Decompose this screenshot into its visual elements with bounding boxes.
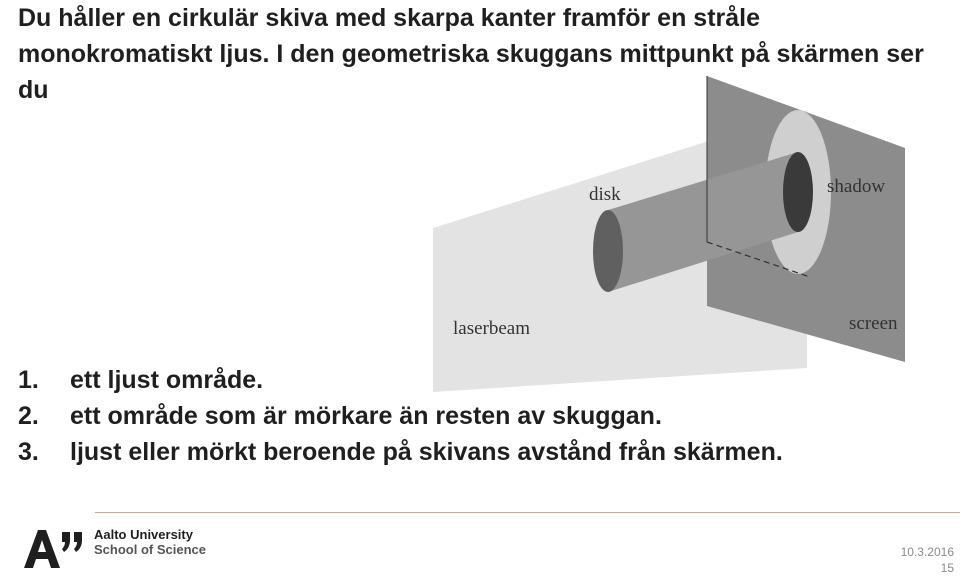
disk xyxy=(593,210,623,292)
disk-label: disk xyxy=(589,184,621,205)
slide-page-number: 15 xyxy=(940,561,954,575)
option-text: ljust eller mörkt beroende på skivans avstånd från skärmen. xyxy=(70,438,783,466)
option-text: ett område som är mörkare än resten av skuggan. xyxy=(70,402,662,430)
answer-option-3 xyxy=(18,434,783,470)
diffraction-figure xyxy=(425,70,925,400)
org-line1: Aalto University xyxy=(94,527,193,542)
shadow-label: shadow xyxy=(827,176,886,197)
option-number: 1. xyxy=(18,366,39,394)
org-line2: School of Science xyxy=(94,542,206,557)
slide-meta xyxy=(901,544,954,576)
option-text: ett ljust område. xyxy=(70,366,264,394)
aalto-logo-icon xyxy=(24,528,84,575)
option-number: 2. xyxy=(18,402,39,430)
question-text: Du håller en cirkulär skiva med skarpa kanter framför en stråle monokromatiskt ljus. I den geometriska skuggans mittpunkt på skärmen ser du xyxy=(18,4,924,104)
option-number: 3. xyxy=(18,438,39,466)
laserbeam-label: laserbeam xyxy=(453,318,531,339)
shadow-spot xyxy=(783,152,813,232)
slide-date: 10.3.2016 xyxy=(900,545,954,559)
footer-divider xyxy=(95,512,960,513)
answer-option-2 xyxy=(18,398,783,434)
screen-label: screen xyxy=(849,313,898,334)
answer-options xyxy=(18,362,783,470)
org-name xyxy=(94,527,206,557)
answer-option-1 xyxy=(18,362,783,398)
